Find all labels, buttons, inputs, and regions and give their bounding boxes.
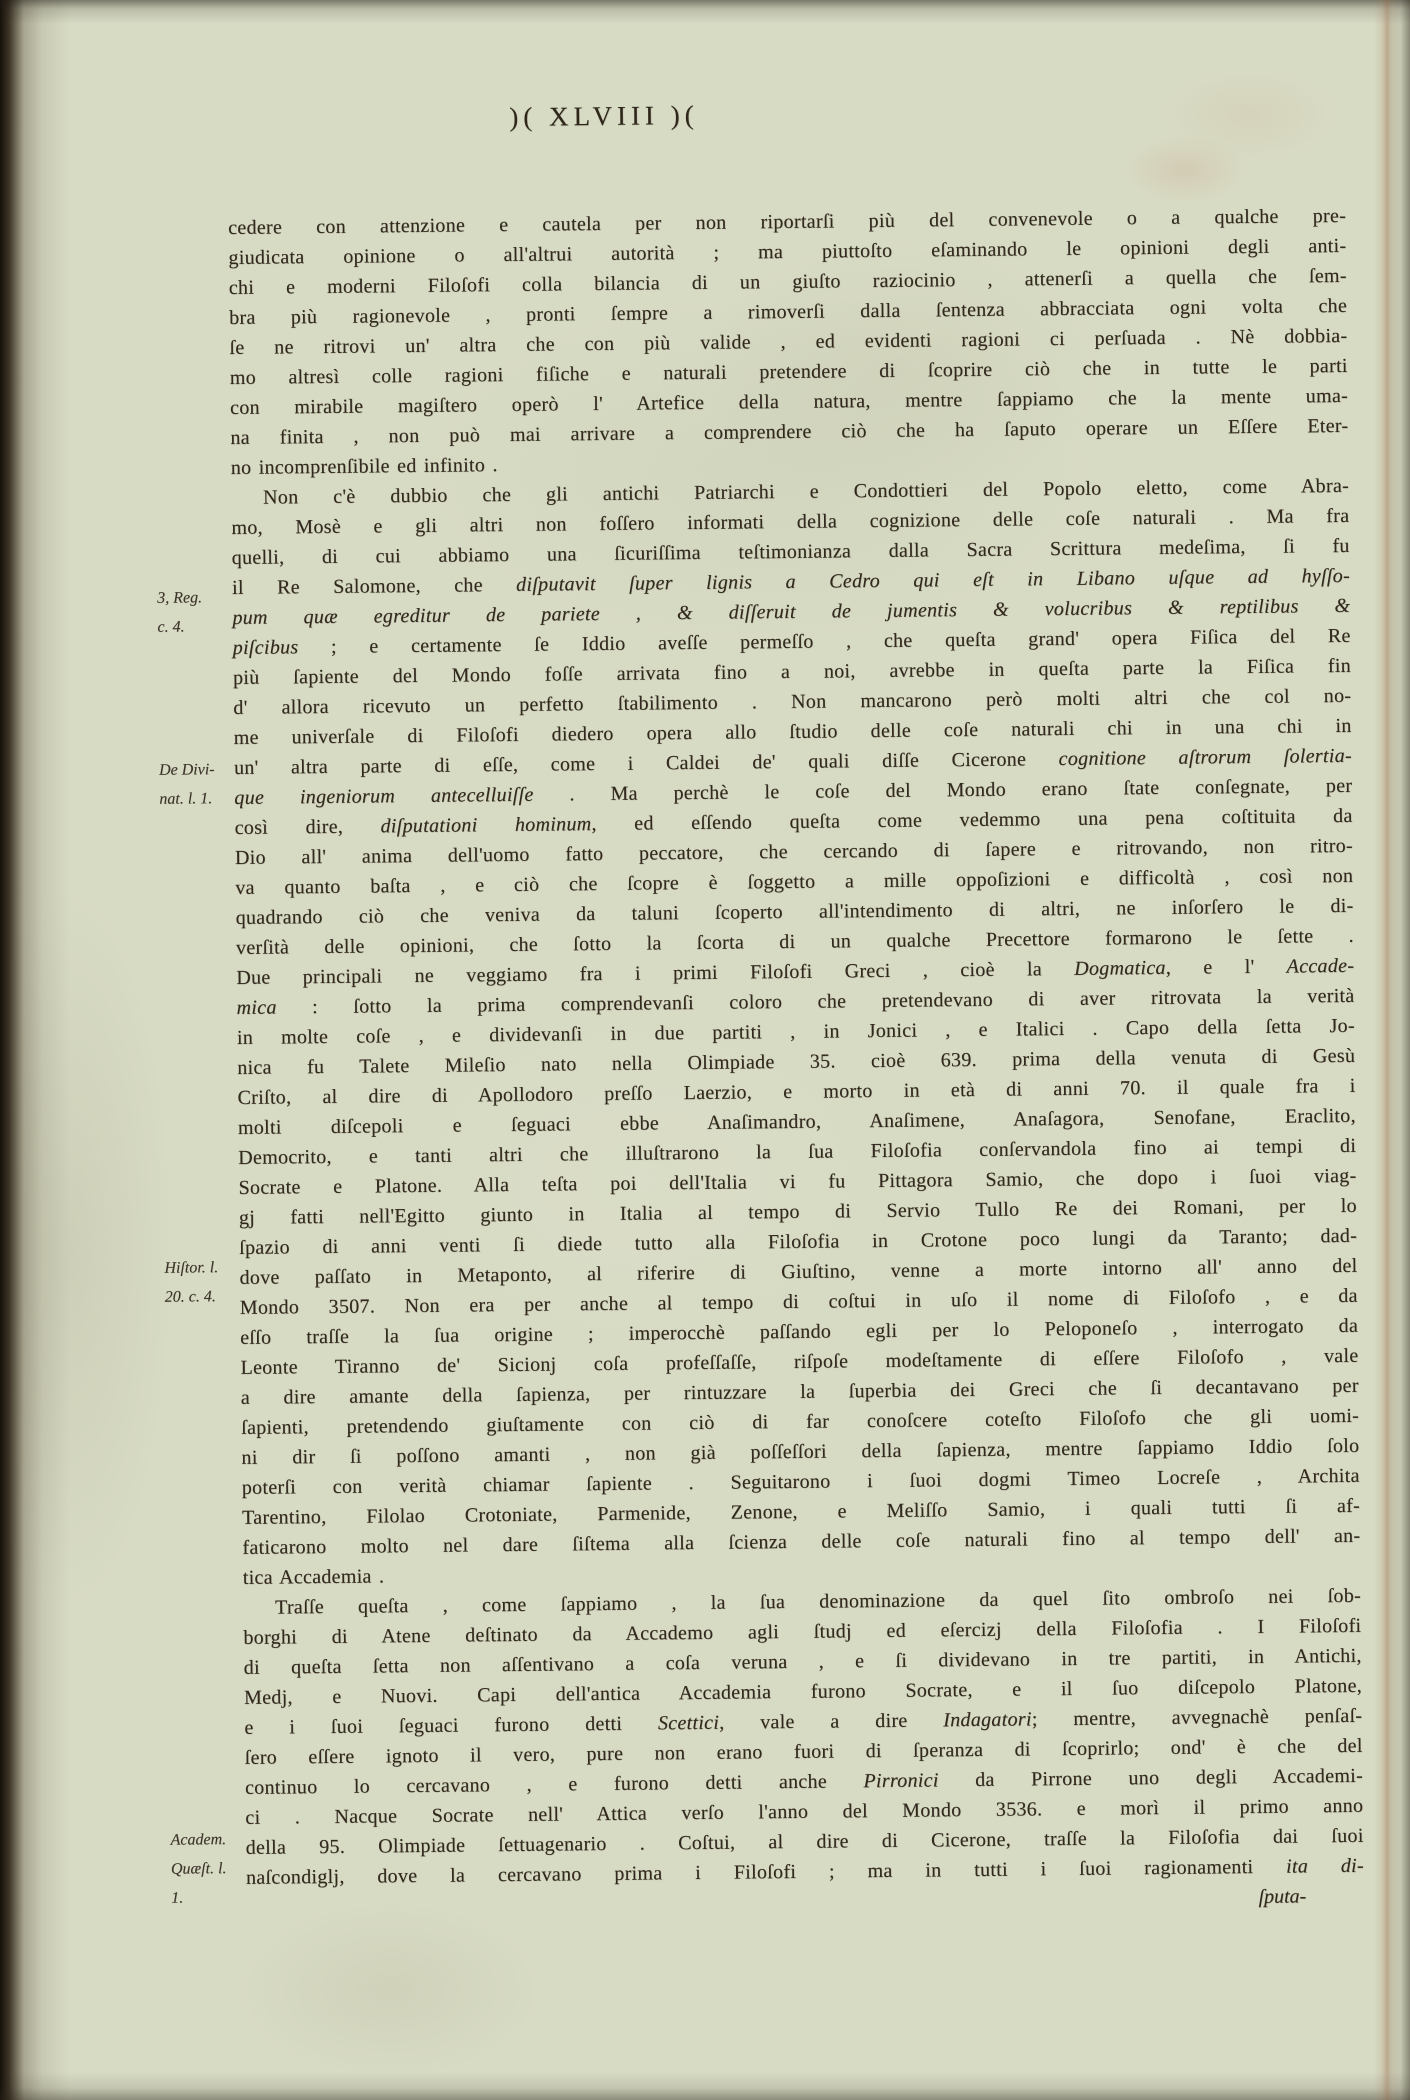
body-text: ſpazio di anni venti ſi diede tutto alla Filoſofia in Crotone poco lungi da Taranto; dad- [239,1224,1358,1259]
body-text: : ſotto la prima comprendevanſi coloro che pretendevano di aver ritrovata la verità [276,984,1355,1019]
margin-note-line: Academ. [170,1831,227,1849]
body-text: bra più ragionevole , pronti ſempre a rimoverſi dalla ſentenza abbracciata ogni volta che [229,294,1348,329]
body-text: Tarentino, Filolao Crotoniate, Parmenide, Zenone, e Meliſſo Samio, i quali tutti ſi af- [242,1494,1361,1529]
body-text: così dire, [234,815,381,839]
body-text: Dio all' anima dell'uomo fatto peccatore, che cercando di ſapere e ritrovando, non ritro- [234,834,1354,869]
body-text: ſero eſſere ignoto il vero, pure non erano fuori di ſperanza di ſcoprirlo; ond' è che del [244,1734,1363,1769]
body-text: va quanto baſta , e ciò che ſcopre è ſoggetto a mille oppoſizioni e difficoltà , così non [235,864,1354,899]
latin-italic-text: Scettici [657,1711,720,1735]
catchword: ſputa- [1258,1885,1307,1908]
body-text: , e l' [1165,955,1287,979]
body-text: mo altresì colle ragioni fiſiche e naturali pretendere di ſcoprire ciò che in tutte le parti [229,354,1348,389]
body-text: , ed eſſendo queſta come vedemmo una pena coſtituita da [591,804,1353,836]
body-text: , vale a dire [719,1709,944,1734]
right-edge-shadow [1392,0,1410,2100]
body-text: . Ma perchè le coſe del Mondo erano ſtate conſegnate, per [533,774,1353,806]
body-text: naſcondiglj, dove la cercavano prima i Filoſofi ; ma in tutti i ſuoi ragionamenti [245,1855,1287,1889]
body-text: il Re Salomone, che [231,573,517,599]
gutter-shadow [0,0,70,2100]
body-text: no incomprenſibile ed infinito . [230,454,498,479]
body-text: Democrito, e tanti altri che illuſtrarono la ſua Filoſofia conſervandola fino ai tempi di [238,1134,1357,1169]
top-edge-shadow [0,0,1410,24]
body-text: Mondo 3507. Non era per anche al tempo di coſtui in uſo il nome di Filoſofo , e da [239,1284,1358,1319]
body-text: ni dir ſi poſſono amanti , non già poſſeſſori della ſapienza, mentre ſappiamo Iddio ſolo [241,1434,1360,1469]
body-text: Socrate e Platone. Alla teſta poi dell'Italia vi fu Pittagora Samio, che dopo i ſuoi viag- [238,1164,1357,1199]
body-text: un' altra parte di eſſe, come i Caldei de' quali diſſe Cicerone [233,748,1059,779]
margin-note-line: 20. c. 4. [164,1288,216,1306]
body-text: na finita , non può mai arrivare a comprendere ciò che ha ſaputo operare un Eſſere Eter- [230,414,1349,449]
body-text: borghi di Atene deſtinato da Accademo agli ſtudj ed eſercizj della Filoſofia . I Filoſofi [243,1614,1362,1649]
latin-italic-text: Indagatori [943,1708,1032,1732]
body-text: con mirabile magiſtero operò l' Artefice della natura, mentre ſappiamo che la mente uma- [229,384,1349,419]
body-text: chi e moderni Filoſofi colla bilancia di un giuſto raziocinio , attenerſi a quella che ſem- [228,264,1347,299]
body-text: e i ſuoi ſeguaci furono detti [244,1712,659,1739]
latin-italic-text: ita di- [1285,1854,1365,1878]
body-text: eſſo traſſe la ſua origine ; imperocchè paſſando egli per lo Peloponeſo , interrogato da [240,1314,1359,1349]
margin-note-line: c. 4. [157,618,185,636]
body-text: giudicata opinione o all'altrui autorità ; ma piuttoſto eſaminando le opinioni degli anti- [228,234,1347,269]
latin-italic-text: cognitione aſtrorum ſolertia- [1058,744,1353,771]
latin-italic-text: pum quæ egreditur de pariete , & diſſeruit de jumentis & volucribus & reptilibus & [232,594,1351,629]
latin-italic-text: Pirronici [863,1769,939,1793]
body-text: in molte coſe , e dividevanſi in due partiti , in Jonici , e Italici . Capo della ſetta Jo- [236,1014,1355,1049]
body-text: Traſſe queſta , come ſappiamo , la ſua denominazione da quel ſito ombroſo nei ſob- [274,1584,1362,1619]
latin-italic-text: Accade- [1286,954,1355,978]
body-text: Criſto, al dire di Apollodoro preſſo Laerzio, e morto in età di anni 70. il quale fra i [237,1074,1356,1109]
body-text: ; e certamente ſe Iddio aveſſe permeſſo , che queſta grand' opera Fiſica del Re [298,624,1351,659]
page-number-header: )( XLVIII )( [509,99,699,132]
body-text: Non c'è dubbio che gli antichi Patriarchi e Condottieri del Popolo eletto, come Abra- [262,474,1350,509]
margin-note-line: 3, Reg. [157,589,203,607]
latin-italic-text: diſputationi hominum [380,813,592,838]
body-text: d' allora ricevuto un perfetto ſtabilimento . Non mancarono però molti altri che col no- [233,684,1352,719]
body-text: Due principali ne veggiamo fra i primi Filoſofi Greci , cioè la [236,957,1075,989]
body-text: molti diſcepoli e ſeguaci ebbe Anaſimandro, Anaſimene, Anaſagora, Senofane, Eraclito, [237,1104,1356,1139]
margin-note-line: Quæſt. l. [170,1860,227,1878]
body-text: verſità delle opinioni, che ſotto la ſcorta di un qualche Precettore formarono le ſette . [235,924,1355,959]
body-text: ; mentre, avvegnachè penſaſ- [1031,1704,1363,1731]
body-text: a dire amante della ſapienza, per rintuzzare la ſuperbia dei Greci che ſi decantavano per [240,1374,1359,1409]
body-text: quelli, di cui abbiamo una ſicuriſſima teſtimonianza dalla Sacra Scrittura medeſima, ſi fu [231,534,1350,569]
margin-note [157,583,248,642]
margin-note-line: De Divi- [158,761,215,779]
body-text: gj fatti nell'Egitto giunto in Italia al tempo di Servio Tullo Re dei Romani, per lo [238,1194,1357,1229]
body-text: me univerſale di Filoſofi diedero opera allo ſtudio delle coſe naturali chi in una chi in [233,714,1352,749]
body-text: Medj, e Nuovi. Capi dell'antica Accademia furono Socrate, e il ſuo diſcepolo Platone, [243,1674,1363,1709]
latin-italic-text: que ingeniorum antecelluiſſe [234,783,534,809]
body-text: mo, Mosè e gli altri non foſſero informati della cognizione delle coſe naturali . Ma fra [231,504,1350,539]
margin-note-line: Hiſtor. l. [164,1259,219,1277]
bottom-edge-shadow [0,2072,1410,2100]
latin-italic-text: mica [236,996,277,1019]
body-text: ſe ne ritrovi un' altra che con più valide , ed evidenti ragioni ci perſuada . Nè dobbia- [229,324,1348,359]
body-text: da Pirrone uno degli Accademi- [938,1764,1364,1792]
body-text: faticarono molto nel dare ſiſtema alla ſcienza delle coſe naturali fino al tempo dell' an- [242,1524,1361,1559]
body-text: poterſi con verità chiamar ſapiente . Seguitarono i ſuoi dogmi Timeo Locreſe , Archita [241,1464,1360,1499]
body-text: ſapienti, pretendendo giuſtamente con ciò di far conoſcere coteſto Filoſofo che gli uomi- [241,1404,1360,1439]
body-text: della 95. Olimpiade ſettuagenario . Coſtui, al dire di Cicerone, traſſe la Filoſofia dai ſuoi [245,1824,1364,1859]
body-text: continuo lo cercavano , e furono detti anche [244,1770,864,1799]
margin-note [170,1825,261,1913]
body-text: dove paſſato in Metaponto, al riferire di Giuſtino, venne a morte intorno all' anno del [239,1254,1358,1289]
latin-italic-text: diſputavit ſuper lignis a Cedro qui eſt in Libano uſque ad hyſſo- [515,564,1351,596]
margin-note-line: nat. l. 1. [159,790,213,808]
latin-italic-text: piſcibus [232,636,299,659]
body-text: ci . Nacque Socrate nell' Attica verſo l'anno del Mondo 3536. e morì il primo anno [245,1794,1364,1829]
body-text: tica Accademia . [242,1565,385,1589]
body-text: Leonte Tiranno de' Sicionj coſa profeſſaſſe, riſpoſe modeſtamente di eſſere Filoſofo , vale [240,1344,1359,1379]
body-text: nica fu Talete Mileſio nato nella Olimpiade 35. cioè 639. prima della venuta di Gesù [237,1044,1356,1079]
text-block [157,99,1365,1908]
latin-italic-text: Dogmatica [1074,956,1166,980]
body-text: di queſta ſetta non aſſentivano a coſa veruna , e ſi dividevano in tre partiti, in Antichi, [243,1644,1362,1679]
margin-note [159,755,250,814]
margin-note [164,1253,255,1312]
body-text: più ſapiente del Mondo foſſe arrivata fino a noi, avrebbe in queſta parte la Fiſica fin [232,654,1352,689]
body-text: quadrando ciò che veniva da taluni ſcoperto all'intendimento di altri, ne inſorſero le di- [235,894,1354,929]
body-text: cedere con attenzione e cautela per non riportarſi più del convenevole o a qualche pre- [228,204,1347,239]
page-edge-crease [1374,0,1402,2100]
margin-note-line: 1. [171,1889,184,1907]
